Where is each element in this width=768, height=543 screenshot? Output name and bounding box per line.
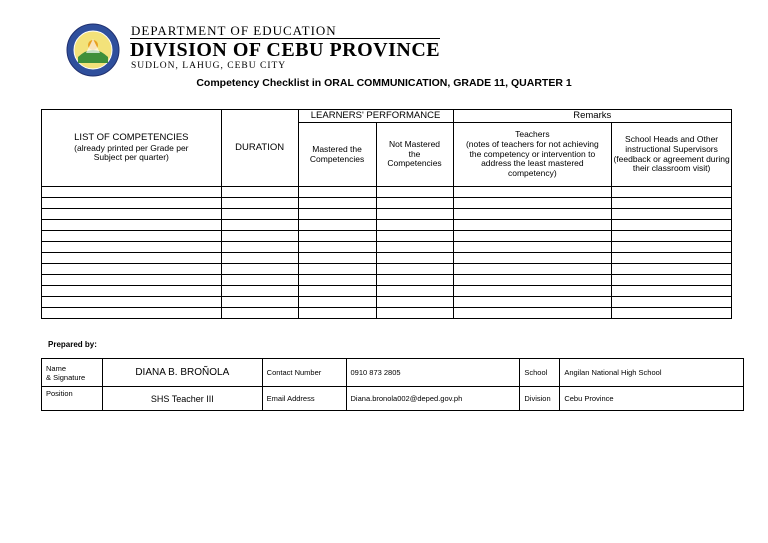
table-cell (298, 209, 376, 220)
table-cell (42, 198, 222, 209)
school-heads-label: School Heads and Other instructional Supervisors (625, 133, 719, 154)
table-cell (376, 209, 453, 220)
table-cell (376, 187, 453, 198)
preparer-info-table (41, 358, 744, 411)
table-row (42, 198, 732, 209)
table-cell (298, 253, 376, 264)
header-learners-performance: LEARNERS' PERFORMANCE (298, 110, 453, 123)
table-cell (42, 286, 222, 297)
table-cell (298, 187, 376, 198)
table-cell (453, 253, 612, 264)
table-cell (612, 220, 732, 231)
table-cell (42, 308, 222, 319)
table-cell (453, 209, 612, 220)
table-cell (298, 308, 376, 319)
table-row (42, 231, 732, 242)
table-cell (42, 242, 222, 253)
position-label: Position (42, 387, 103, 411)
table-cell (42, 231, 222, 242)
table-cell (221, 308, 298, 319)
table-cell (298, 264, 376, 275)
table-cell (298, 220, 376, 231)
header-remarks: Remarks (453, 110, 732, 123)
table-row (42, 220, 732, 231)
table-cell (42, 264, 222, 275)
table-cell (221, 231, 298, 242)
table-row (42, 187, 732, 198)
prepared-by-label: Prepared by: (48, 340, 97, 349)
table-cell (42, 297, 222, 308)
table-cell (453, 275, 612, 286)
table-cell (42, 253, 222, 264)
table-cell (42, 275, 222, 286)
school-value: Angilan National High School (560, 359, 744, 387)
table-cell (42, 220, 222, 231)
contact-number-value: 0910 873 2805 (346, 359, 520, 387)
teachers-label: Teachers (515, 129, 550, 140)
school-heads-note: (feedback or agreement during their classroom visit) (613, 153, 730, 174)
table-cell (612, 308, 732, 319)
table-cell (453, 286, 612, 297)
competencies-label: LIST OF COMPETENCIES (74, 131, 189, 143)
table-cell (298, 242, 376, 253)
table-cell (612, 286, 732, 297)
table-cell (453, 231, 612, 242)
table-cell (612, 297, 732, 308)
contact-number-label: Contact Number (262, 359, 346, 387)
table-cell (221, 242, 298, 253)
division-label: Division (520, 387, 560, 411)
table-row (42, 275, 732, 286)
table-cell (453, 220, 612, 231)
division-heading: DIVISION OF CEBU PROVINCE (130, 39, 441, 61)
table-cell (42, 187, 222, 198)
name-signature-label: Name & Signature (42, 359, 103, 387)
table-cell (612, 209, 732, 220)
table-row (42, 308, 732, 319)
email-value: Diana.bronola002@deped.gov.ph (346, 387, 520, 411)
teachers-note: (notes of teachers for not achieving the competency or intervention to address the least mastered competency) (465, 138, 599, 179)
table-cell (612, 275, 732, 286)
table-cell (221, 297, 298, 308)
table-cell (221, 275, 298, 286)
table-cell (221, 253, 298, 264)
division-value: Cebu Province (560, 387, 744, 411)
school-label: School (520, 359, 560, 387)
table-cell (612, 264, 732, 275)
table-cell (376, 264, 453, 275)
table-cell (612, 187, 732, 198)
table-cell (221, 187, 298, 198)
table-cell (453, 297, 612, 308)
table-cell (612, 253, 732, 264)
department-heading: DEPARTMENT OF EDUCATION (131, 23, 337, 38)
table-row (42, 253, 732, 264)
header-school-heads (612, 123, 732, 187)
name-value: DIANA B. BROÑOLA (102, 359, 262, 387)
table-cell (376, 286, 453, 297)
table-cell (453, 242, 612, 253)
table-cell (376, 242, 453, 253)
header-duration: DURATION (221, 110, 298, 187)
table-row (42, 286, 732, 297)
table-cell (612, 231, 732, 242)
email-label: Email Address (262, 387, 346, 411)
table-row (42, 209, 732, 220)
competencies-note: (already printed per Grade per Subject per quarter) (74, 142, 189, 163)
table-cell (376, 220, 453, 231)
table-cell (376, 308, 453, 319)
header-competencies (42, 110, 222, 187)
table-cell (221, 209, 298, 220)
table-cell (298, 231, 376, 242)
table-cell (221, 198, 298, 209)
table-cell (453, 187, 612, 198)
header-mastered: Mastered the Competencies (298, 123, 376, 187)
table-cell (612, 198, 732, 209)
table-cell (298, 275, 376, 286)
division-address: SUDLON, LAHUG, CEBU CITY (131, 61, 287, 71)
table-cell (612, 242, 732, 253)
table-cell (221, 286, 298, 297)
table-cell (221, 220, 298, 231)
competency-table (41, 109, 732, 319)
header-not-mastered: Not Mastered the Competencies (376, 123, 453, 187)
table-cell (298, 198, 376, 209)
table-cell (376, 275, 453, 286)
table-cell (376, 297, 453, 308)
table-row (42, 297, 732, 308)
table-cell (376, 253, 453, 264)
table-row (42, 242, 732, 253)
table-cell (453, 264, 612, 275)
table-cell (42, 209, 222, 220)
table-cell (376, 231, 453, 242)
table-cell (376, 198, 453, 209)
table-cell (298, 297, 376, 308)
document-title: Competency Checklist in ORAL COMMUNICATION, GRADE 11, QUARTER 1 (196, 77, 572, 89)
table-cell (453, 198, 612, 209)
position-value: SHS Teacher III (102, 387, 262, 411)
header-teachers (453, 123, 612, 187)
table-row (42, 264, 732, 275)
division-seal-logo (66, 23, 120, 77)
table-cell (298, 286, 376, 297)
table-cell (221, 264, 298, 275)
table-cell (453, 308, 612, 319)
